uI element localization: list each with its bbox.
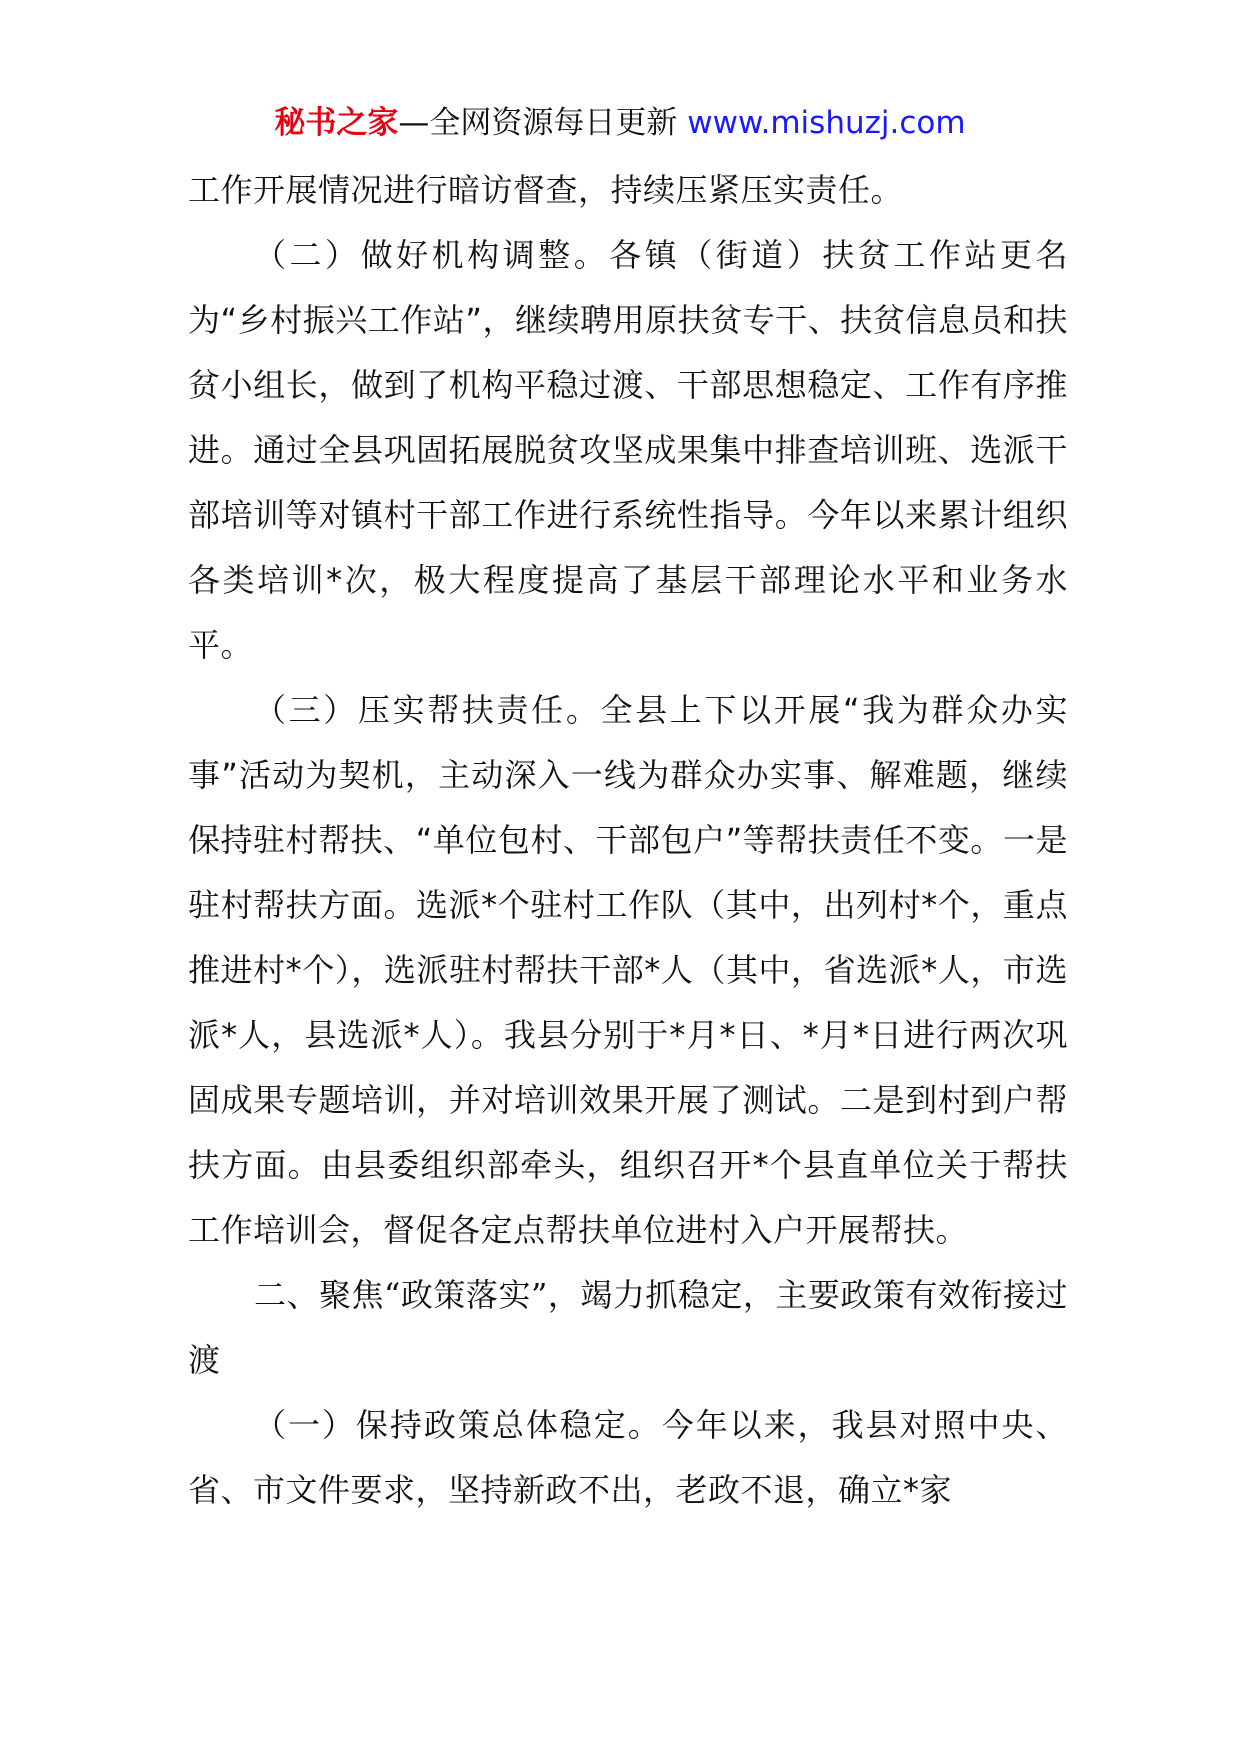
paragraph-policy-stability: （一）保持政策总体稳定。今年以来，我县对照中央、省、市文件要求，坚持新政不出，老政不退，确立*家 (188, 1406, 1068, 1509)
paragraph-continuation: 工作开展情况进行暗访督查，持续压紧压实责任。 (188, 171, 904, 209)
site-url-link[interactable]: www.mishuzj.com (687, 105, 966, 141)
site-banner (0, 98, 1240, 148)
paragraph-institution-adjustment: （二）做好机构调整。各镇（街道）扶贫工作站更名为“乡村振兴工作站”，继续聘用原扶贫专干、扶贫信息员和扶贫小组长，做到了机构平稳过渡、干部思想稳定、工作有序推进。通过全县巩固拓展脱贫攻坚成果集中排查培训班、选派干部培训等对镇村干部工作进行系统性指导。今年以来累计组织各类培训*次，极大程度提高了基层干部理论水平和业务水平。 (188, 236, 1068, 664)
paragraph-assistance-responsibility: （三）压实帮扶责任。全县上下以开展“我为群众办实事”活动为契机，主动深入一线为群众办实事、解难题，继续保持驻村帮扶、“单位包村、干部包户”等帮扶责任不变。一是驻村帮扶方面。选派*个驻村工作队（其中，出列村*个，重点推进村*个），选派驻村帮扶干部*人（其中，省选派*人，市选派*人，县选派*人）。我县分别于*月*日、*月*日进行两次巩固成果专题培训，并对培训效果开展了测试。二是到村到户帮扶方面。由县委组织部牵头，组织召开*个县直单位关于帮扶工作培训会，督促各定点帮扶单位进村入户开展帮扶。 (188, 691, 1068, 1249)
document-body (188, 158, 1068, 1523)
site-brand: 秘书之家 (274, 105, 399, 141)
site-tagline: —全网资源每日更新 (398, 105, 678, 141)
section-heading-policy: 二、聚焦“政策落实”，竭力抓稳定，主要政策有效衔接过渡 (188, 1276, 1068, 1379)
